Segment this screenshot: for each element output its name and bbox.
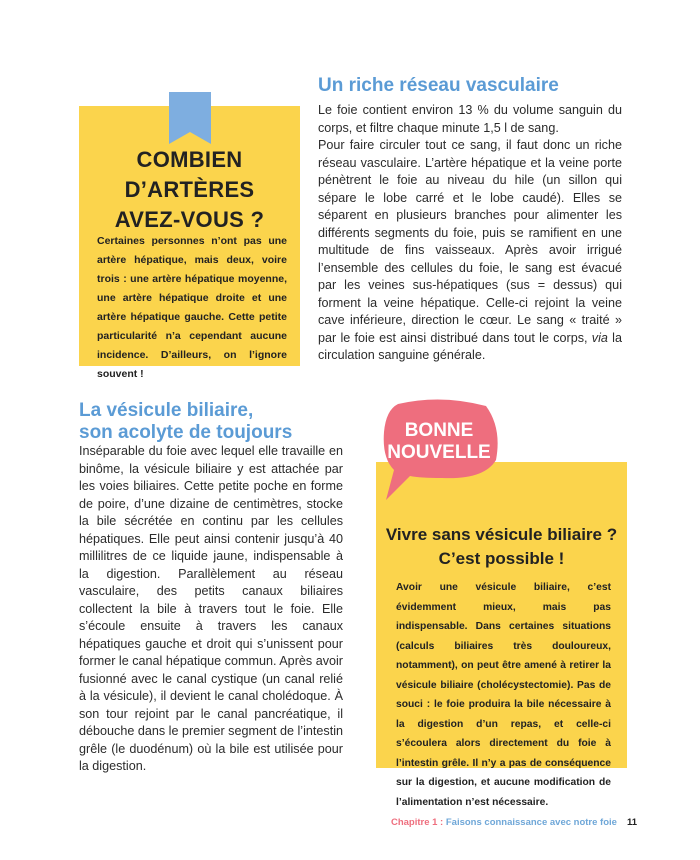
news-box-title <box>376 523 627 571</box>
section1-para2-a: Pour faire circuler tout ce sang, il faut donc un riche réseau vasculaire. L’artère hépatique et la veine porte pénètrent le foie au niveau du hile (un sillon qui sépare le lobe carré et le lobe caudé). Elles se séparent en plusieurs branches pour alimenter les différents segments du foie, puis se ramifient en une multitude de fins vaisseaux. Après avoir irrigué l’ensemble des cellules du foie, le sang est évacué par les veines sus-hépatiques (sus = dessus) qui forment la veine hépatique. Celle-ci rejoint la veine cave inférieure, direction le cœur. Le sang « traité » par le foie est ainsi distribué dans tout le corps, <box>318 138 622 345</box>
section2-heading-line1: La vésicule biliaire, <box>79 400 254 421</box>
section1-para1: Le foie contient environ 13 % du volume sanguin du corps, et filtre chaque minute 1,5 l de sang. <box>318 103 622 135</box>
page-footer <box>391 817 637 828</box>
section2-heading-line2: son acolyte de toujours <box>79 422 293 443</box>
footer-separator: : <box>437 817 446 828</box>
sidebar-box-text: Certaines personnes n’ont pas une artère hépatique, mais deux, voire trois : une artère hépatique moyenne, une artère hépatique droite et une artère hépatique gauche. Cette petite particularité n’a cependant aucune incidence. D’ailleurs, on l’ignore souvent ! <box>97 235 287 380</box>
news-box-text: Avoir une vésicule biliaire, c’est évidemment mieux, mais pas indispensable. Dans certaines situations (calculs biliaires très douloureux, notamment), on peut être amené à retirer la vésicule biliaire (cholécystectomie). Pas de souci : le foie produira la bile nécessaire à la digestion d’un repas, et celle-ci s’écoulera alors directement du foie à l’intestin grêle. Il n’y a pas de conséquence sur la digestion, et aucune modification de l’alimentation n’est nécessaire. <box>396 582 611 808</box>
section2-heading <box>79 400 292 444</box>
section1-para2-italic: via <box>591 330 608 345</box>
section2-body: Inséparable du foie avec lequel elle travaille en binôme, la vésicule biliaire y est attachée par les voies biliaires. Cette petite poche en forme de poire, d’une dizaine de centimètres, stocke la bile sécrétée en continu par les cellules hépatiques. Elle peut ainsi contenir jusqu’à 40 millilitres de ce liquide jaune, indispensable à la digestion. Parallèlement au réseau vasculaire, des petits canaux biliaires collectent la bile à travers tout le foie. Elle s’écoule ensuite à travers les canaux hépatiques gauche et droit qui s’unissent pour former le canal hépatique commun. Après avoir fusionné avec le canal cystique (un canal relié à la vésicule), il devient le canal cholédoque. À son tour rejoint par le canal pancréatique, il débouche dans le premier segment de l’intestin grêle (le duodénum) où la bile est utilisée pour la digestion. <box>79 444 343 773</box>
bubble-text <box>384 420 494 464</box>
news-title-line1: Vivre sans vésicule biliaire ? <box>385 525 618 544</box>
bookmark-icon <box>169 92 211 144</box>
sidebar-box-title <box>79 145 300 235</box>
news-title-line2: C’est possible ! <box>438 549 565 568</box>
bubble-line1: BONNE <box>404 420 474 441</box>
footer-chapter-title: Faisons connaissance avec notre foie <box>445 817 617 828</box>
sidebar-title-line1: COMBIEN D’ARTÈRES <box>124 147 255 202</box>
section1-para2-b: la circulation sanguine générale. <box>318 330 622 362</box>
footer-chapter: Chapitre 1 <box>390 817 438 828</box>
page-number: 11 <box>626 817 637 828</box>
section1-body <box>318 102 622 365</box>
bubble-line2: NOUVELLE <box>387 442 491 463</box>
section1-para2 <box>318 137 622 365</box>
section1-heading: Un riche réseau vasculaire <box>318 75 559 96</box>
sidebar-title-line2: AVEZ-VOUS ? <box>114 207 265 232</box>
